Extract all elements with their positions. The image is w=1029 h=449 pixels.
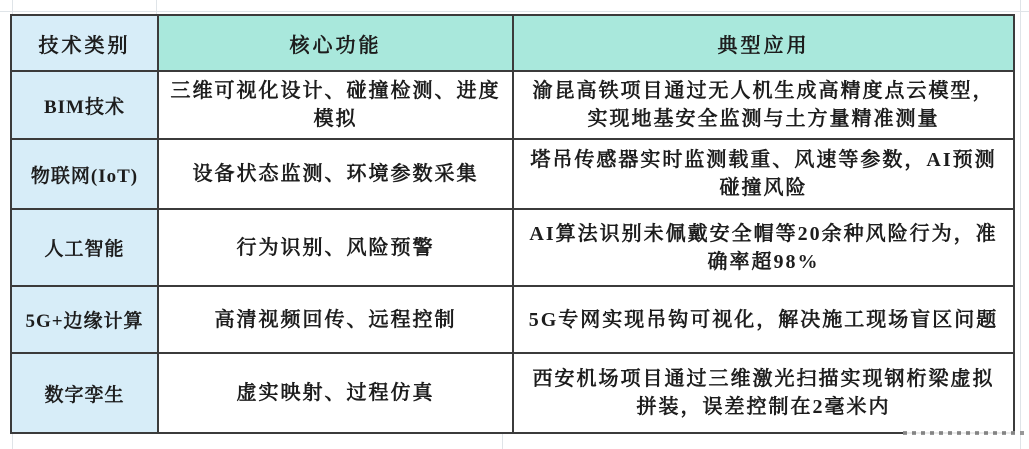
background-gridline-vertical bbox=[156, 0, 157, 14]
watermark-marks bbox=[903, 431, 1025, 435]
header-cell-tech-category: 技术类别 bbox=[11, 15, 158, 71]
cell-iot-category: 物联网(IoT) bbox=[11, 139, 158, 209]
header-cell-typical-applications: 典型应用 bbox=[513, 15, 1014, 71]
cell-5g-application: 5G专网实现吊钩可视化，解决施工现场盲区问题 bbox=[513, 286, 1014, 353]
header-cell-core-functions: 核心功能 bbox=[158, 15, 513, 71]
cell-twin-functions: 虚实映射、过程仿真 bbox=[158, 353, 513, 433]
table-row-iot bbox=[11, 139, 1014, 209]
cell-bim-category: BIM技术 bbox=[11, 71, 158, 139]
cell-iot-application: 塔吊传感器实时监测载重、风速等参数，AI预测碰撞风险 bbox=[513, 139, 1014, 209]
technology-table bbox=[10, 14, 1015, 434]
table-header-row bbox=[11, 15, 1014, 71]
table-row-ai bbox=[11, 209, 1014, 286]
table-row-bim bbox=[11, 71, 1014, 139]
cell-ai-functions: 行为识别、风险预警 bbox=[158, 209, 513, 286]
background-gridline-horizontal bbox=[0, 11, 1029, 12]
background-gridline-vertical bbox=[12, 0, 13, 14]
cell-ai-category: 人工智能 bbox=[11, 209, 158, 286]
cell-bim-application: 渝昆高铁项目通过无人机生成高精度点云模型，实现地基安全监测与土方量精准测量 bbox=[513, 71, 1014, 139]
cell-iot-functions: 设备状态监测、环境参数采集 bbox=[158, 139, 513, 209]
cell-ai-application: AI算法识别未佩戴安全帽等20余种风险行为，准确率超98% bbox=[513, 209, 1014, 286]
background-gridline-vertical bbox=[12, 434, 13, 449]
cell-5g-functions: 高清视频回传、远程控制 bbox=[158, 286, 513, 353]
background-gridline-vertical bbox=[1020, 0, 1021, 449]
table-row-digital-twin bbox=[11, 353, 1014, 433]
cell-bim-functions: 三维可视化设计、碰撞检测、进度模拟 bbox=[158, 71, 513, 139]
cell-5g-category: 5G+边缘计算 bbox=[11, 286, 158, 353]
cell-twin-category: 数字孪生 bbox=[11, 353, 158, 433]
table-row-5g-edge bbox=[11, 286, 1014, 353]
cell-twin-application: 西安机场项目通过三维激光扫描实现钢桁梁虚拟拼装，误差控制在2毫米内 bbox=[513, 353, 1014, 433]
background-gridline-vertical bbox=[502, 434, 503, 449]
